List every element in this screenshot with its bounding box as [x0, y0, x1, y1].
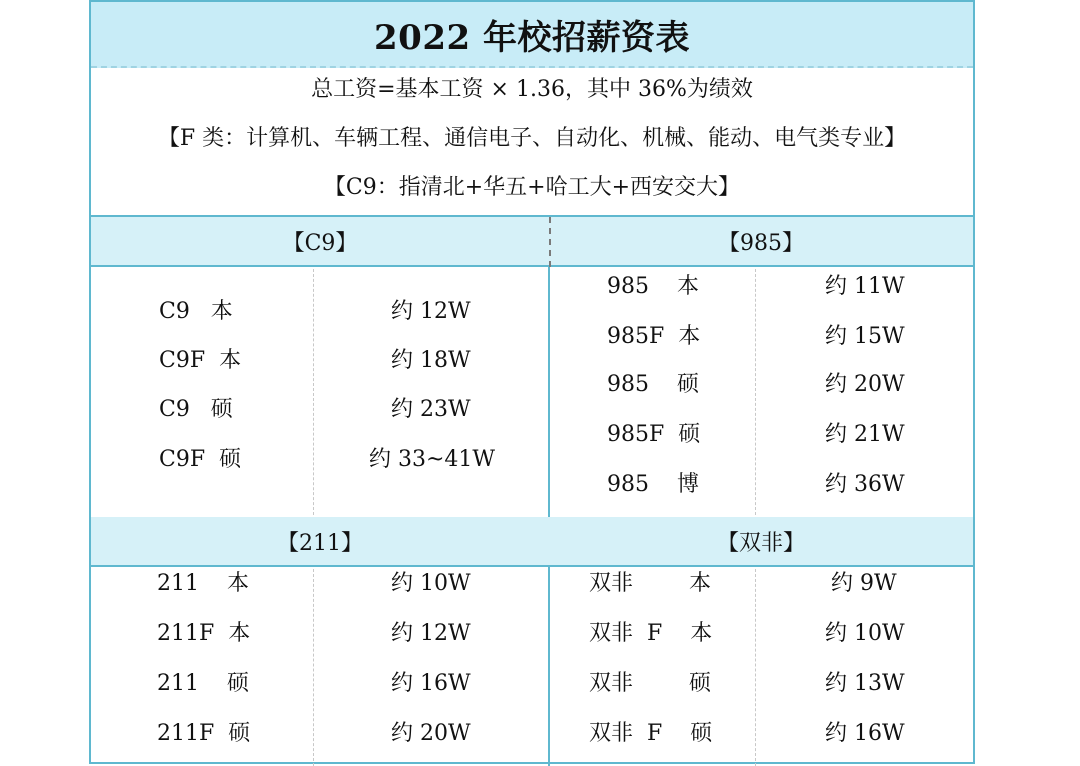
- table-row: [91, 711, 549, 751]
- row-value: 约 18W: [391, 347, 471, 373]
- section-header-211: 【211】: [91, 517, 549, 567]
- table-row: [549, 362, 973, 402]
- table-row: [549, 264, 973, 304]
- row-value: 约 23W: [391, 396, 471, 422]
- row-value: 约 16W: [391, 670, 471, 696]
- row-label: 985 本: [607, 273, 699, 299]
- row-value: 约 10W: [391, 570, 471, 596]
- row-value: 约 16W: [825, 720, 905, 746]
- row-label: 211F 本: [157, 620, 251, 646]
- table-row: [91, 338, 549, 378]
- section-header-c9: 【C9】: [91, 217, 549, 267]
- section-header-shuangfei: 【双非】: [549, 517, 973, 567]
- row-value: 约 12W: [391, 620, 471, 646]
- table-row: [91, 611, 549, 651]
- row-label: C9 硕: [159, 396, 233, 422]
- row-label: 211 硕: [157, 670, 249, 696]
- salary-table: [89, 0, 975, 764]
- row-label: C9F 硕: [159, 446, 242, 472]
- row-label: 双非 F 硕: [589, 720, 713, 746]
- row-label: 双非 硕: [589, 670, 711, 696]
- row-label: 211F 硕: [157, 720, 251, 746]
- row-value: 约 12W: [391, 298, 471, 324]
- table-row: [91, 437, 549, 477]
- table-row: [549, 661, 973, 701]
- row-value: 约 20W: [825, 371, 905, 397]
- row-label: 985 硕: [607, 371, 699, 397]
- row-label: 985F 硕: [607, 421, 701, 447]
- row-label: 双非 本: [589, 570, 711, 596]
- section-header-985: 【985】: [549, 217, 973, 267]
- note-f-category: 【F 类：计算机、车辆工程、通信电子、自动化、机械、能动、电气类专业】: [157, 126, 907, 151]
- row-label: 985F 本: [607, 323, 701, 349]
- row-value: 约 13W: [825, 670, 905, 696]
- row-value: 约 33~41W: [369, 446, 496, 472]
- row-label: C9F 本: [159, 347, 242, 373]
- row-value: 约 11W: [825, 273, 905, 299]
- row-value: 约 36W: [825, 471, 905, 497]
- row-value: 约 20W: [391, 720, 471, 746]
- row-value: 约 15W: [825, 323, 905, 349]
- note-formula: 总工资=基本工资 × 1.36，其中 36%为绩效: [311, 77, 753, 102]
- row-label: 985 博: [607, 471, 699, 497]
- table-row: [549, 561, 973, 601]
- row-label: C9 本: [159, 298, 233, 324]
- row-value: 约 21W: [825, 421, 905, 447]
- table-row: [549, 611, 973, 651]
- row-value: 约 10W: [825, 620, 905, 646]
- row-label: 211 本: [157, 570, 249, 596]
- title-row: [91, 2, 973, 68]
- table-row: [549, 711, 973, 751]
- table-row: [91, 561, 549, 601]
- notes-block: [91, 68, 973, 217]
- note-c9-definition: 【C9：指清北+华五+哈工大+西安交大】: [323, 175, 741, 200]
- table-row: [91, 661, 549, 701]
- table-row: [549, 412, 973, 452]
- row-value: 约 9W: [831, 570, 897, 596]
- table-row: [91, 387, 549, 427]
- page-title: 2022 年校招薪资表: [374, 17, 690, 58]
- table-row: [549, 314, 973, 354]
- row-label: 双非 F 本: [589, 620, 713, 646]
- header-divider: [549, 217, 551, 267]
- table-row: [91, 289, 549, 329]
- table-row: [549, 462, 973, 502]
